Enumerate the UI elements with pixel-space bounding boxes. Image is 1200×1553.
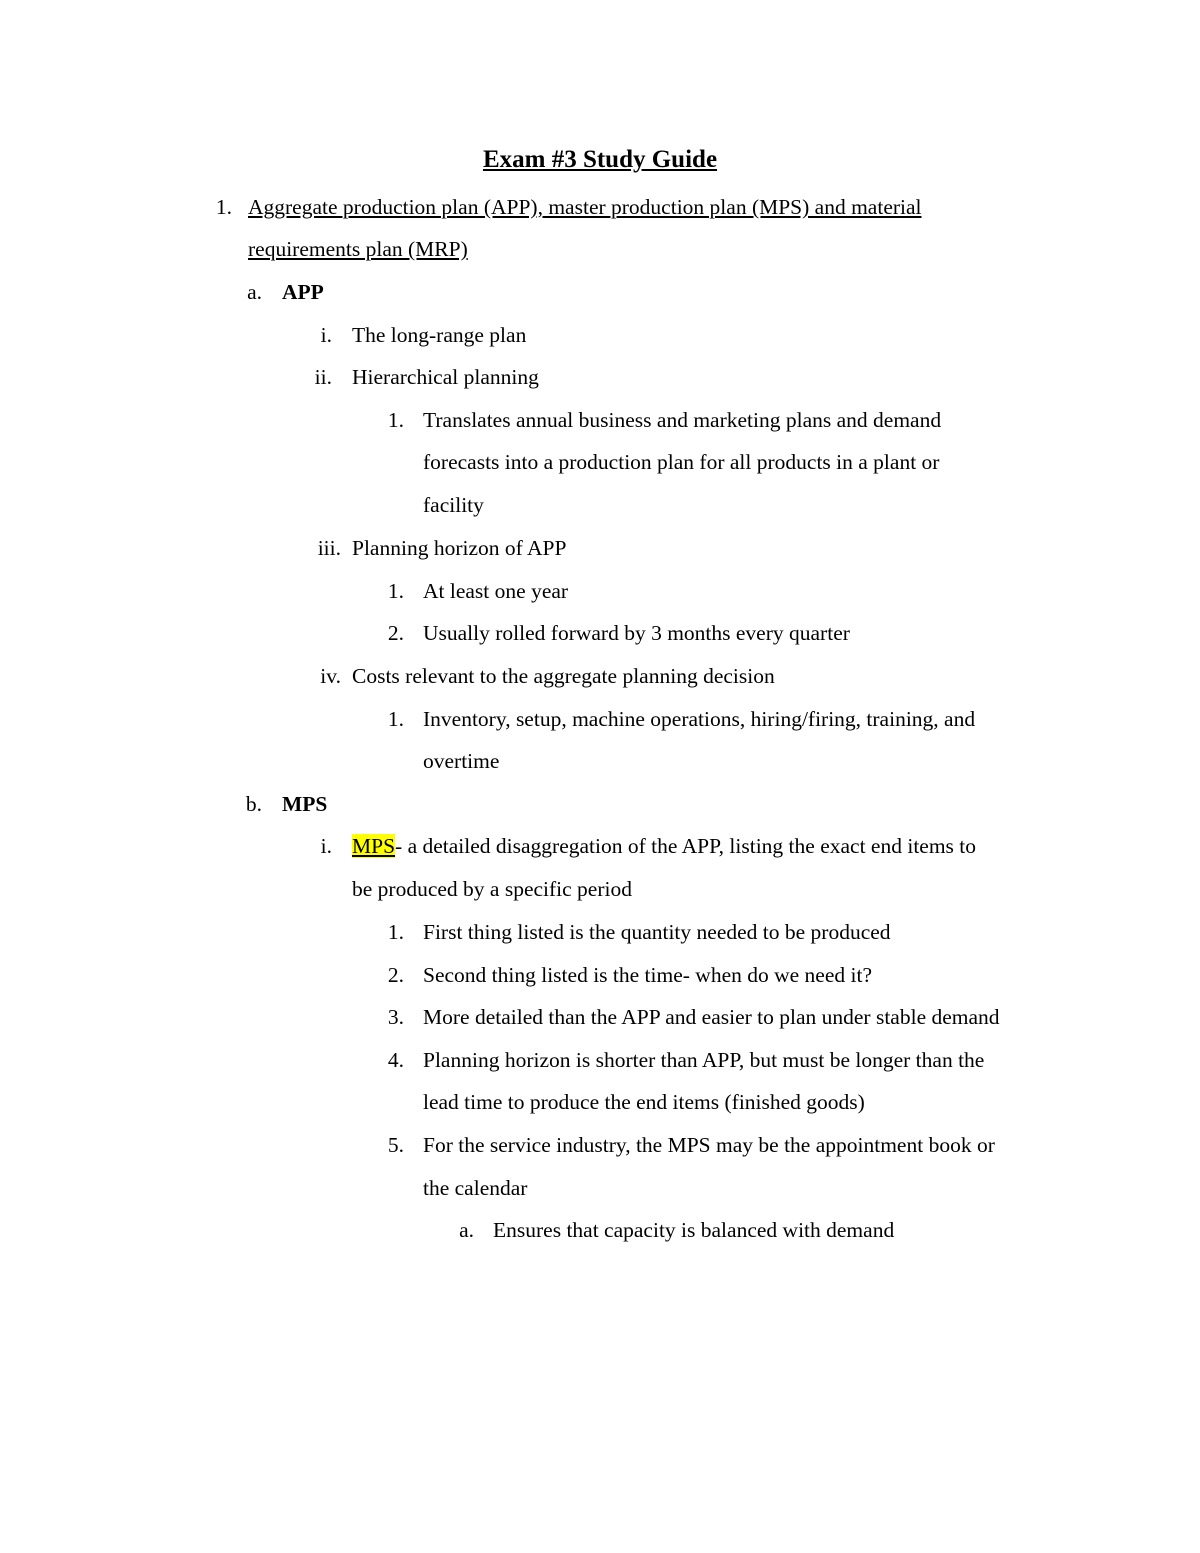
list-marker-app-ii-1: 1. [387, 408, 404, 432]
app-ii-text: Hierarchical planning [352, 365, 539, 389]
mps-i-line1-rest: - a detailed disaggregation of the APP, listing the exact end items to [395, 834, 977, 858]
mps-i-5-a-text: Ensures that capacity is balanced with demand [493, 1218, 895, 1242]
app-ii-1-line2: forecasts into a production plan for all products in a plant or [423, 450, 940, 474]
app-iv-text: Costs relevant to the aggregate planning decision [352, 664, 775, 688]
item1-line1: Aggregate production plan (APP), master production plan (MPS) and material [248, 195, 922, 219]
document-title: Exam #3 Study Guide [482, 146, 718, 173]
list-marker-app-ii: ii. [314, 365, 332, 389]
app-i-text: The long-range plan [352, 323, 527, 347]
list-marker-app-i: i. [320, 323, 332, 347]
app-ii-1-line3: facility [423, 493, 484, 517]
app-iii-1-text: At least one year [423, 579, 569, 603]
app-iv-1-line1: Inventory, setup, machine operations, hiring/firing, training, and [423, 707, 976, 731]
list-marker-app-iii-1: 1. [387, 579, 404, 603]
mps-i-4-line1: Planning horizon is shorter than APP, but must be longer than the [423, 1048, 985, 1072]
list-marker-mps-i-3: 3. [387, 1005, 404, 1029]
app-heading: APP [282, 280, 324, 304]
app-ii-1-line1: Translates annual business and marketing plans and demand [423, 408, 942, 432]
list-marker-1: 1. [215, 195, 232, 219]
list-marker-app-iv: iv. [320, 664, 341, 688]
mps-highlight: MPS [352, 834, 396, 858]
app-iii-2-text: Usually rolled forward by 3 months every quarter [423, 621, 850, 645]
list-marker-mps-i-2: 2. [387, 963, 404, 987]
mps-i-4-line2: lead time to produce the end items (finished goods) [423, 1090, 865, 1114]
mps-i-3-text: More detailed than the APP and easier to plan under stable demand [423, 1005, 1000, 1029]
mps-heading: MPS [282, 792, 328, 816]
list-marker-app-iii: iii. [317, 536, 341, 560]
mps-i-line1 [352, 831, 976, 861]
list-marker-app-iii-2: 2. [387, 621, 404, 645]
mps-i-5-line1: For the service industry, the MPS may be the appointment book or [423, 1133, 995, 1157]
list-marker-mps-i: i. [320, 834, 332, 858]
list-marker-mps-i-4: 4. [387, 1048, 404, 1072]
list-marker-mps-i-1: 1. [387, 920, 404, 944]
mps-i-line2: be produced by a specific period [352, 877, 632, 901]
item1-line2: requirements plan (MRP) [248, 237, 468, 261]
list-marker-b: b. [245, 792, 262, 816]
mps-i-2-text: Second thing listed is the time- when do we need it? [423, 963, 873, 987]
mps-i-5-line2: the calendar [423, 1176, 528, 1200]
list-marker-a: a. [247, 280, 262, 304]
list-marker-mps-i-5-a: a. [459, 1218, 474, 1242]
list-marker-mps-i-5: 5. [387, 1133, 404, 1157]
mps-i-1-text: First thing listed is the quantity needed to be produced [423, 920, 891, 944]
list-marker-app-iv-1: 1. [387, 707, 404, 731]
app-iv-1-line2: overtime [423, 749, 500, 773]
app-iii-text: Planning horizon of APP [352, 536, 567, 560]
